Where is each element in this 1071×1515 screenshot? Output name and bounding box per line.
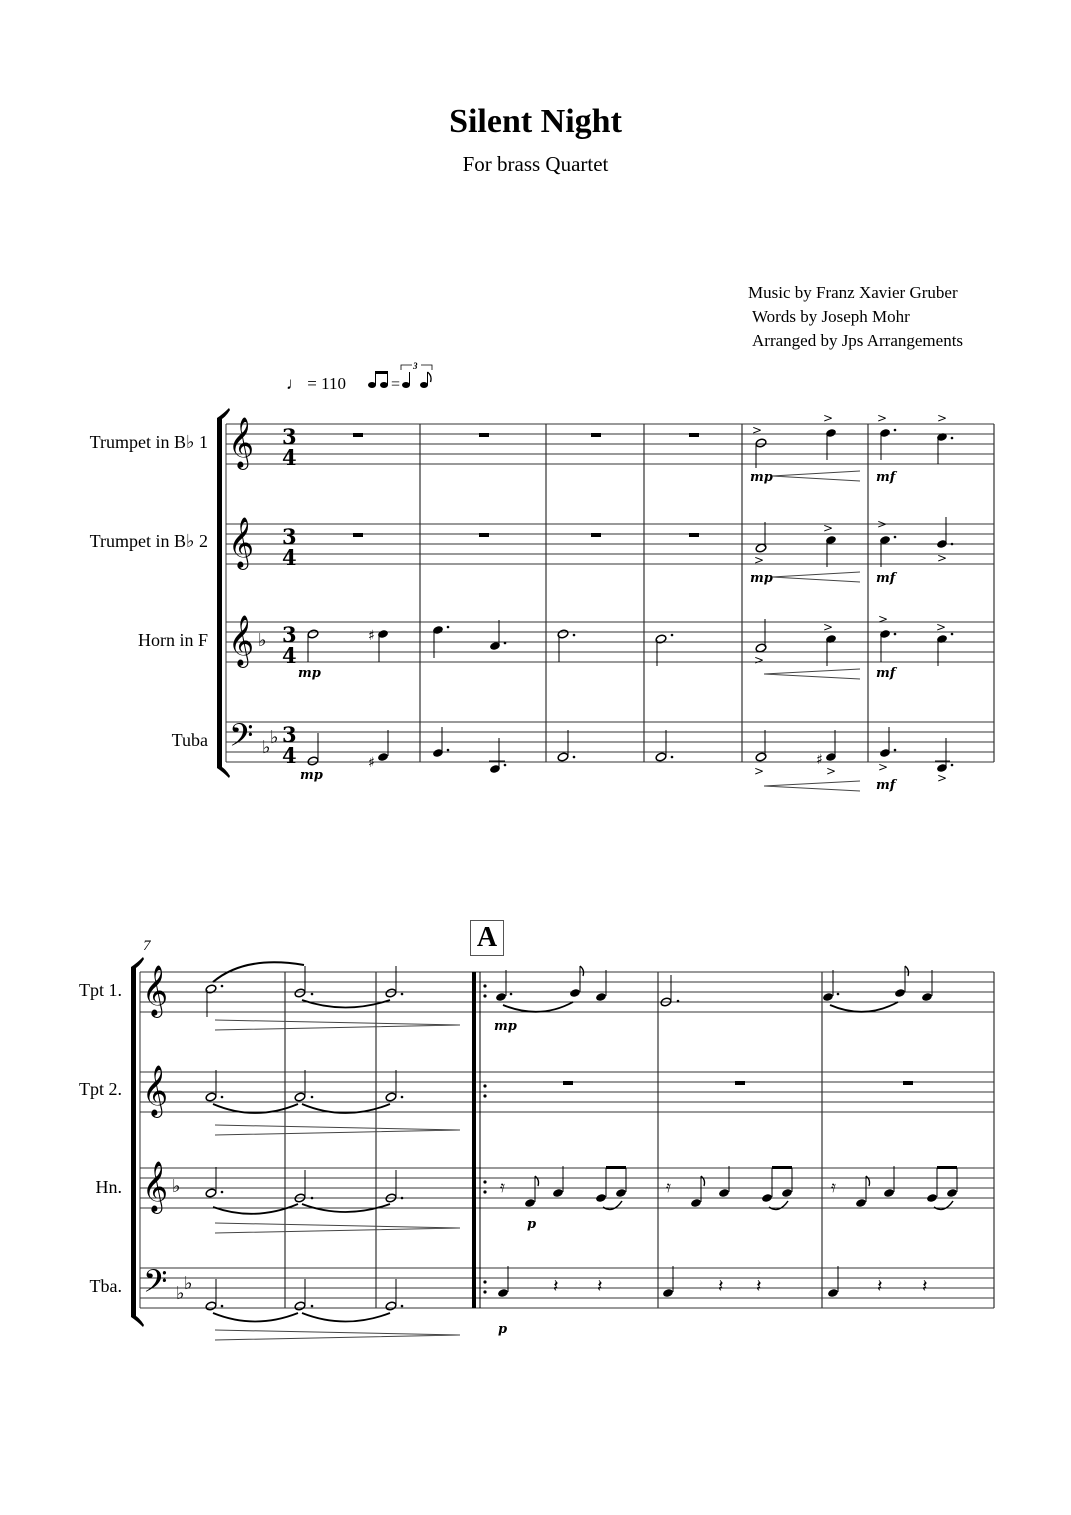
treble-clef-icon: 𝄞 xyxy=(142,1065,169,1116)
flat-icon: ♭ xyxy=(262,737,271,758)
arranger-credit: Arranged by Jps Arrangements xyxy=(752,331,964,350)
svg-text:𝄿: 𝄿 xyxy=(500,1177,505,1196)
svg-text:3: 3 xyxy=(282,722,297,747)
svg-text:>: > xyxy=(754,764,765,778)
dynamic-mp: mp xyxy=(750,571,773,586)
svg-text:4: 4 xyxy=(282,643,297,668)
quarter-note-icon: ♩ xyxy=(286,374,303,393)
svg-text:>: > xyxy=(878,612,889,626)
flat-icon: ♭ xyxy=(176,1283,185,1304)
svg-text:𝄿: 𝄿 xyxy=(831,1177,836,1196)
treble-clef-icon: 𝄞 xyxy=(228,517,255,568)
svg-text:>: > xyxy=(878,760,889,774)
instrument-label-tpt2: Tpt 2. xyxy=(79,1079,122,1099)
svg-text:>: > xyxy=(823,411,834,425)
svg-text:>: > xyxy=(937,411,948,425)
composer-credit: Music by Franz Xavier Gruber xyxy=(748,283,958,302)
sharp-icon: ♯ xyxy=(368,755,375,771)
svg-text:𝄿: 𝄿 xyxy=(666,1177,671,1196)
svg-text:>: > xyxy=(877,517,888,531)
svg-text:>: > xyxy=(752,423,763,437)
instrument-label-tuba: Tuba xyxy=(171,730,208,750)
svg-text:4: 4 xyxy=(282,545,297,570)
svg-text:>: > xyxy=(937,551,948,565)
svg-text:>: > xyxy=(937,771,948,785)
instrument-label-trumpet-1: Trumpet in B♭ 1 xyxy=(89,432,208,452)
swing-marking xyxy=(368,361,432,393)
svg-text:𝄽: 𝄽 xyxy=(756,1276,762,1297)
svg-text:>: > xyxy=(823,620,834,634)
instrument-label-tpt1: Tpt 1. xyxy=(79,980,122,1000)
treble-clef-icon: 𝄞 xyxy=(142,965,169,1016)
svg-text:3: 3 xyxy=(282,622,297,647)
bass-clef-icon: 𝄢 xyxy=(229,717,254,761)
dynamic-mp: mp xyxy=(298,666,321,681)
svg-text:𝄽: 𝄽 xyxy=(597,1276,603,1297)
svg-text:>: > xyxy=(936,620,947,634)
score-title: Silent Night xyxy=(449,103,622,140)
system-1 xyxy=(217,408,994,793)
svg-text:>: > xyxy=(754,653,765,667)
instrument-label-tba: Tba. xyxy=(89,1276,122,1296)
dynamic-mf: mf xyxy=(876,470,896,485)
dynamic-mp: mp xyxy=(750,470,773,485)
svg-text:𝄽: 𝄽 xyxy=(922,1276,928,1297)
dynamic-mf: mf xyxy=(876,666,896,681)
flat-icon: ♭ xyxy=(270,727,279,748)
svg-text:𝄽: 𝄽 xyxy=(553,1276,559,1297)
treble-clef-icon: 𝄞 xyxy=(228,615,255,666)
measure-number: 7 xyxy=(143,938,151,954)
instrument-label-trumpet-2: Trumpet in B♭ 2 xyxy=(89,531,208,551)
treble-clef-icon: 𝄞 xyxy=(228,417,255,468)
svg-text:4: 4 xyxy=(282,743,297,768)
horn-pattern xyxy=(500,1166,627,1232)
sharp-icon: ♯ xyxy=(816,752,823,768)
dynamic-p: p xyxy=(527,1217,537,1232)
flat-icon: ♭ xyxy=(258,630,267,651)
score-subtitle: For brass Quartet xyxy=(462,152,609,176)
bass-clef-icon: 𝄢 xyxy=(143,1263,168,1307)
dynamic-mp: mp xyxy=(494,1019,517,1034)
svg-text:>: > xyxy=(823,521,834,535)
svg-text:=: = xyxy=(391,376,401,393)
svg-text:𝄽: 𝄽 xyxy=(877,1276,883,1297)
tempo-value: = 110 xyxy=(307,374,346,393)
flat-icon: ♭ xyxy=(172,1176,181,1197)
svg-text:4: 4 xyxy=(282,445,297,470)
flat-icon: ♭ xyxy=(184,1273,193,1294)
rehearsal-mark-a: A xyxy=(470,920,504,956)
dynamic-p: p xyxy=(498,1322,508,1337)
sharp-icon: ♯ xyxy=(368,628,375,644)
instrument-label-horn: Horn in F xyxy=(137,630,208,650)
svg-text:3: 3 xyxy=(282,524,297,549)
svg-text:>: > xyxy=(877,411,888,425)
treble-clef-icon: 𝄞 xyxy=(142,1161,169,1212)
instrument-label-hn: Hn. xyxy=(95,1177,122,1197)
dynamic-mf: mf xyxy=(876,778,896,793)
svg-text:𝄽: 𝄽 xyxy=(718,1276,724,1297)
lyricist-credit: Words by Joseph Mohr xyxy=(752,307,910,326)
svg-text:3: 3 xyxy=(413,361,418,371)
svg-text:>: > xyxy=(754,553,765,567)
dynamic-mp: mp xyxy=(300,768,323,783)
repeat-start-barline xyxy=(472,972,476,1308)
svg-text:3: 3 xyxy=(282,424,297,449)
svg-text:>: > xyxy=(826,764,837,778)
dynamic-mf: mf xyxy=(876,571,896,586)
system-2 xyxy=(131,957,994,1340)
